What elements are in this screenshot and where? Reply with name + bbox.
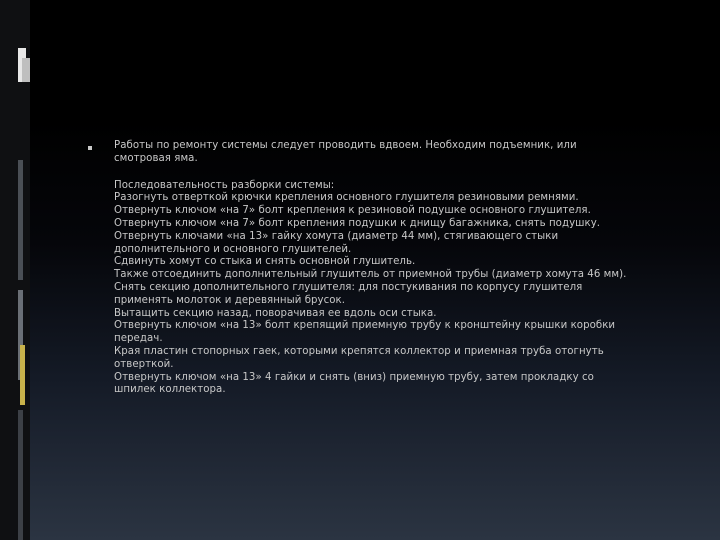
decorative-bar-yellow — [20, 345, 25, 405]
decorative-bar-grey-dark — [18, 410, 23, 540]
intro-paragraph — [114, 140, 680, 166]
intro-line: смотровая яма. — [114, 152, 198, 164]
slide-text-body — [114, 140, 680, 397]
decorative-bar-light — [22, 58, 30, 82]
steps-line: Сдвинуть хомут со стыка и снять основной глушитель. — [114, 256, 416, 268]
steps-line: Края пластин стопорных гаек, которыми крепятся коллектор и приемная труба отогнуть — [114, 345, 604, 357]
steps-line: Снять секцию дополнительного глушителя: для постукивания по корпусу глушителя — [114, 281, 583, 293]
decorative-bar-grey — [18, 160, 23, 280]
steps-line: Отвернуть ключом «на 7» болт крепления подушки к днищу багажника, снять подушку. — [114, 217, 601, 229]
steps-line: Вытащить секцию назад, поворачивая ее вдоль оси стыка. — [114, 307, 437, 319]
steps-line: Отвернуть ключом «на 13» 4 гайки и снять (вниз) приемную трубу, затем прокладку со — [114, 371, 594, 383]
steps-line: отверткой. — [114, 358, 174, 370]
steps-line: Также отсоединить дополнительный глушитель от приемной трубы (диаметр хомута 46 мм). — [114, 269, 627, 281]
steps-line: Отвернуть ключом «на 13» болт крепящий приемную трубу к кронштейну крышки коробки — [114, 320, 616, 332]
steps-line: передач. — [114, 333, 163, 345]
steps-line: Отвернуть ключом «на 7» болт крепления к резиновой подушке основного глушителя. — [114, 205, 591, 217]
steps-line: Отвернуть ключами «на 13» гайку хомута (диаметр 44 мм), стягивающего стыки — [114, 230, 559, 242]
steps-paragraph — [114, 180, 680, 398]
bullet-marker — [88, 146, 92, 150]
steps-line: шпилек коллектора. — [114, 384, 226, 396]
steps-line: Последовательность разборки системы: — [114, 179, 335, 191]
steps-line: применять молоток и деревянный брусок. — [114, 294, 346, 306]
steps-line: Разогнуть отверткой крючки крепления основного глушителя резиновыми ремнями. — [114, 192, 579, 204]
steps-line: дополнительного и основного глушителей. — [114, 243, 352, 255]
intro-line: Работы по ремонту системы следует проводить вдвоем. Необходим подъемник, или — [114, 140, 577, 151]
